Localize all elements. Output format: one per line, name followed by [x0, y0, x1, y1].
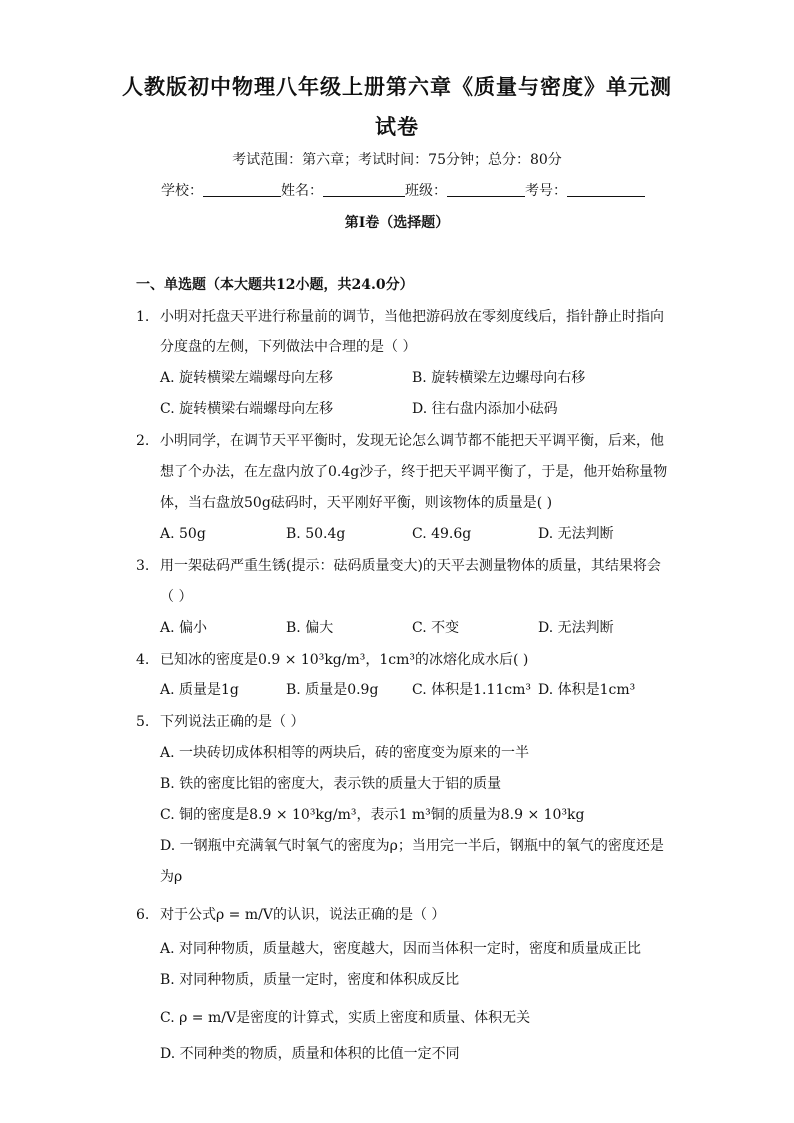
- question-3-line2: （ ）: [160, 589, 193, 605]
- question-5-option-c[interactable]: C. 铜的密度是8.9 × 10³kg/m³，表示1 m³铜的质量为8.9 × 10³kg: [160, 807, 585, 823]
- question-1-option-c[interactable]: C. 旋转横梁右端螺母向左移: [160, 401, 334, 417]
- question-6-option-c[interactable]: C. ρ = m/V是密度的计算式，实质上密度和质量、体积无关: [160, 1010, 531, 1026]
- question-2-number: 2.: [136, 433, 150, 449]
- question-4-option-c[interactable]: C. 体积是1.11cm³: [412, 682, 532, 698]
- question-2-line1: 小明同学，在调节天平平衡时，发现无论怎么调节都不能把天平调平衡，后来，他: [160, 433, 664, 449]
- name-blank[interactable]: [323, 182, 405, 197]
- question-6-option-a[interactable]: A. 对同种物质，质量越大，密度越大，因而当体积一定时，密度和质量成正比: [160, 941, 642, 957]
- exam-info: 考试范围：第六章；考试时间：75分钟；总分：80分: [232, 152, 562, 168]
- question-2-option-c[interactable]: C. 49.6g: [412, 526, 472, 542]
- section-title: 一、单选题（本大题共12小题，共24.0分）: [136, 277, 414, 293]
- question-2-option-a[interactable]: A. 50g: [160, 526, 206, 542]
- question-3-option-a[interactable]: A. 偏小: [160, 620, 208, 636]
- question-2-line3: 体，当右盘放50g砝码时，天平刚好平衡，则该物体的质量是( ): [160, 495, 553, 511]
- question-1-option-a[interactable]: A. 旋转横梁左端螺母向左移: [160, 370, 334, 386]
- volume-title: 第I卷（选择题）: [344, 215, 450, 231]
- question-3-line1: 用一架砝码严重生锈(提示：砝码质量变大)的天平去测量物体的质量，其结果将会: [160, 558, 661, 574]
- question-4-option-a[interactable]: A. 质量是1g: [160, 682, 239, 698]
- school-blank[interactable]: [203, 182, 281, 197]
- question-6-number: 6.: [136, 907, 150, 923]
- question-1-line1: 小明对托盘天平进行称量前的调节，当他把游码放在零刻度线后，指针静止时指向: [160, 309, 664, 325]
- question-1-option-b[interactable]: B. 旋转横梁左边螺母向右移: [412, 370, 586, 386]
- question-1-number: 1.: [136, 309, 150, 325]
- question-6-line1: 对于公式ρ = m/V的认识，说法正确的是（ ）: [160, 907, 446, 923]
- class-blank[interactable]: [447, 182, 525, 197]
- question-4-option-b[interactable]: B. 质量是0.9g: [286, 682, 379, 698]
- question-3-option-d[interactable]: D. 无法判断: [538, 620, 614, 636]
- question-6-option-b[interactable]: B. 对同种物质，质量一定时，密度和体积成反比: [160, 972, 460, 988]
- question-4-line1: 已知冰的密度是0.9 × 10³kg/m³，1cm³的冰熔化成水后( ): [160, 652, 529, 668]
- exam-title-line2: 试卷: [375, 114, 419, 139]
- question-6-option-d[interactable]: D. 不同种类的物质，质量和体积的比值一定不同: [160, 1046, 460, 1062]
- question-4-option-d[interactable]: D. 体积是1cm³: [538, 682, 636, 698]
- question-5-option-a[interactable]: A. 一块砖切成体积相等的两块后，砖的密度变为原来的一半: [160, 745, 530, 761]
- student-info-row: [161, 181, 645, 201]
- question-3-option-c[interactable]: C. 不变: [412, 620, 460, 636]
- exam-title-line1: 人教版初中物理八年级上册第六章《质量与密度》单元测: [122, 74, 672, 99]
- exam-no-blank[interactable]: [567, 182, 645, 197]
- question-2-line2: 想了个办法，在左盘内放了0.4g沙子，终于把天平调平衡了，于是，他开始称量物: [160, 464, 668, 480]
- question-5-number: 5.: [136, 714, 150, 730]
- question-5-option-b[interactable]: B. 铁的密度比铝的密度大，表示铁的质量大于铝的质量: [160, 776, 502, 792]
- school-label: 学校：: [161, 183, 203, 199]
- question-5-option-d-cont[interactable]: 为ρ: [160, 869, 183, 885]
- question-5-option-d[interactable]: D. 一钢瓶中充满氧气时氧气的密度为ρ；当用完一半后，钢瓶中的氧气的密度还是: [160, 838, 664, 854]
- question-3-option-b[interactable]: B. 偏大: [286, 620, 334, 636]
- question-2-option-b[interactable]: B. 50.4g: [286, 526, 346, 542]
- question-3-number: 3.: [136, 558, 150, 574]
- name-label: 姓名：: [281, 183, 323, 199]
- class-label: 班级：: [405, 183, 447, 199]
- question-1-option-d[interactable]: D. 往右盘内添加小砝码: [412, 401, 558, 417]
- question-5-line1: 下列说法正确的是（ ）: [160, 714, 305, 730]
- exam-no-label: 考号：: [525, 183, 567, 199]
- question-2-option-d[interactable]: D. 无法判断: [538, 526, 614, 542]
- question-1-line2: 分度盘的左侧，下列做法中合理的是（ ）: [160, 339, 417, 355]
- question-4-number: 4.: [136, 652, 150, 668]
